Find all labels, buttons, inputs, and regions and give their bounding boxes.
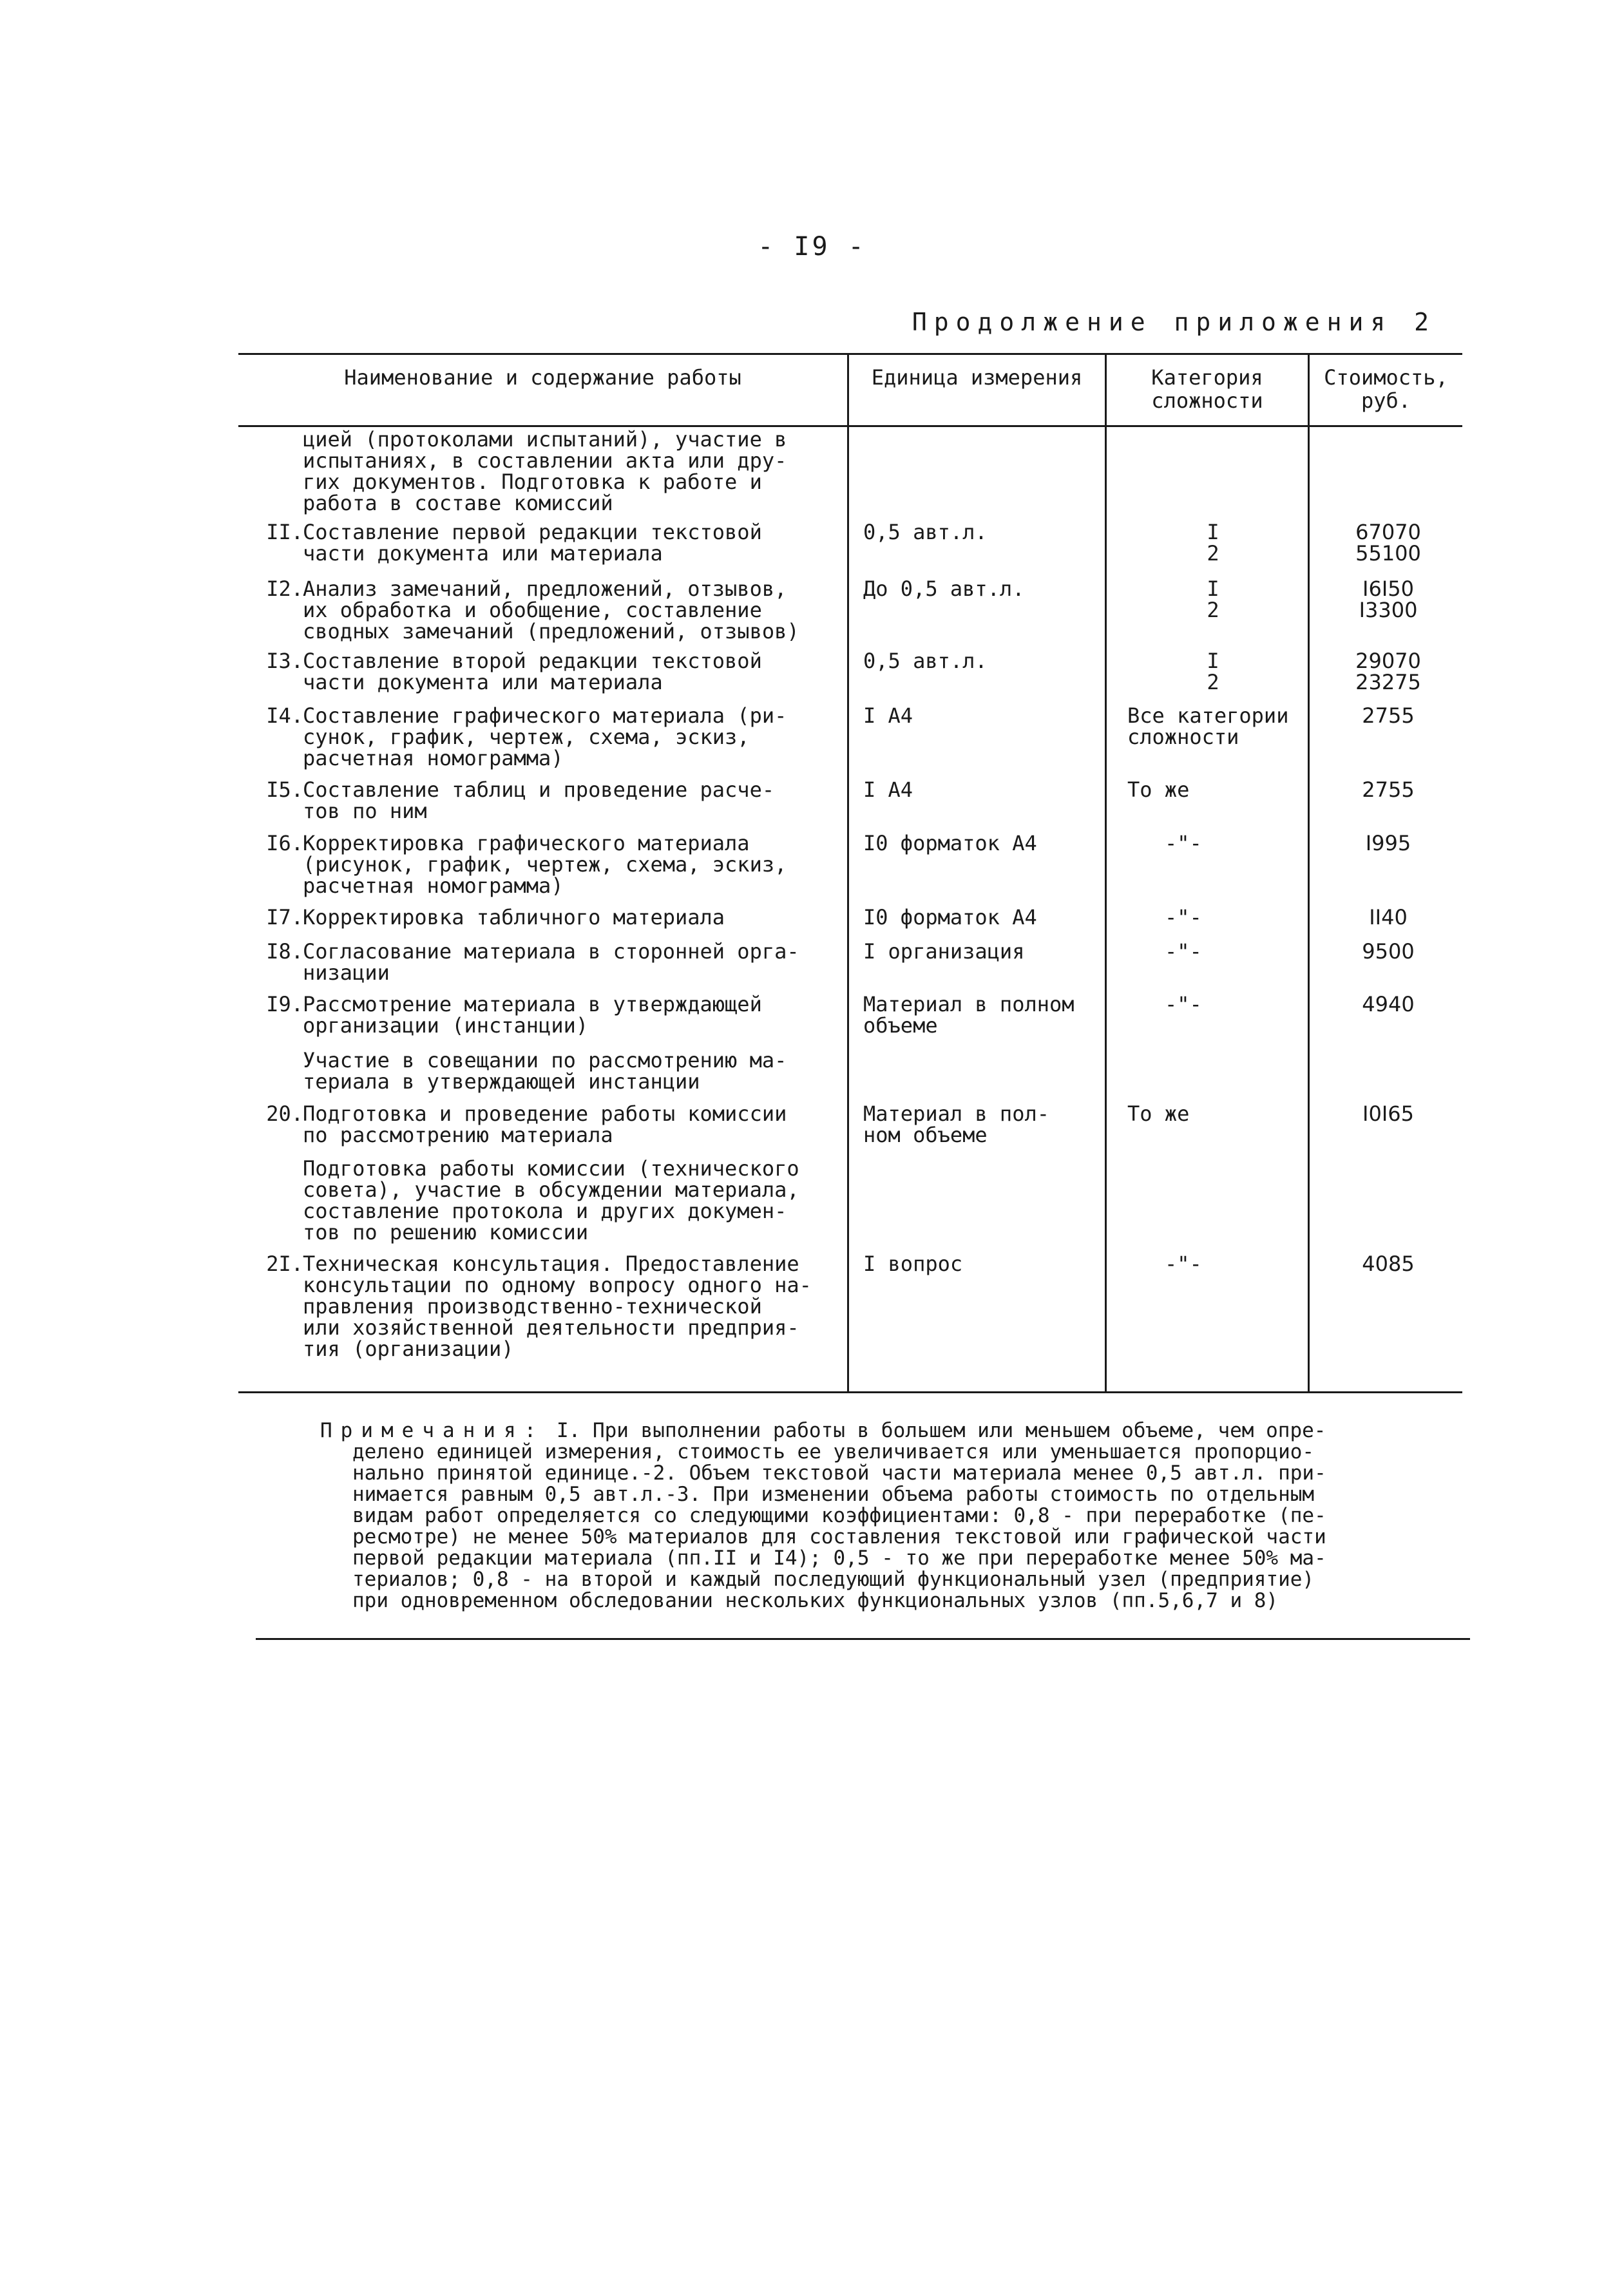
row-number: 2I. <box>266 1252 303 1276</box>
row-number: I5. <box>266 777 303 802</box>
notes-line: нально принятой единице.-2. Объем текстовой части материала менее 0,5 авт.л. при- <box>352 1462 1326 1485</box>
row-cost: 9500 <box>1362 939 1415 964</box>
notes-line: видам работ определяется со следующими коэффициентами: 0,8 - при переработке (пе- <box>352 1504 1326 1527</box>
row-number: 20. <box>266 1101 303 1126</box>
row-unit: Материал в полном объеме <box>863 992 1075 1038</box>
row-name: Корректировка графического материала (рисунок, график, чертеж, схема, эскиз, расчетная номограмма) <box>303 831 787 898</box>
row-cost: II40 <box>1369 905 1408 929</box>
row-category: То же <box>1127 1101 1190 1126</box>
row-name: цией (протоколами испытаний), участие в испытаниях, в составлении акта или дру- гих документов. Подготовка к работе и работа в составе комиссий <box>303 427 787 515</box>
row-cost: 4085 <box>1362 1252 1415 1276</box>
header-name: Наименование и содержание работы <box>344 365 741 390</box>
row-number: I4. <box>266 703 303 728</box>
notes-line: при одновременном обследовании нескольких функциональных узлов (пп.5,6,7 и 8) <box>352 1589 1279 1612</box>
row-unit: I А4 <box>863 703 913 728</box>
header-category: Категория сложности <box>1151 365 1263 413</box>
row-unit: I вопрос <box>863 1252 963 1276</box>
notes-line: делено единицей измерения, стоимость ее увеличивается или уменьшается пропорцио- <box>352 1440 1315 1463</box>
row-unit: Материал в пол- ном объеме <box>863 1101 1049 1147</box>
row-category: I 2 <box>1207 520 1219 566</box>
header-unit: Единица измерения <box>871 365 1083 390</box>
table-top-rule <box>238 353 1462 355</box>
notes-line: териалов; 0,8 - на второй и каждый последующий функциональный узел (предприятие) <box>352 1568 1315 1591</box>
row-cost: 67070 55100 <box>1355 520 1421 566</box>
notes-bottom-rule <box>256 1638 1470 1640</box>
row-number: I8. <box>266 939 303 964</box>
table-bottom-rule <box>238 1391 1462 1393</box>
row-category: -"- <box>1165 992 1202 1016</box>
row-name: Анализ замечаний, предложений, отзывов, их обработка и обобщение, составление сводных замечаний (предложений, отзывов) <box>303 576 799 643</box>
row-unit: I организация <box>863 939 1025 964</box>
notes-line: нимается равным 0,5 авт.л.-3. При изменении объема работы стоимость по отдельным <box>352 1483 1315 1506</box>
row-cost: 29070 23275 <box>1355 649 1421 694</box>
row-name: Техническая консультация. Предоставление консультации по одному вопросу одного на- правления производственно-технической или хозяйственной деятельности предприя- тия (организации) <box>303 1252 812 1361</box>
row-name: Подготовка и проведение работы комиссии по рассмотрению материала <box>303 1101 787 1147</box>
row-category: -"- <box>1165 1252 1202 1276</box>
row-unit: 0,5 авт.л. <box>863 520 988 544</box>
notes-line: ресмотре) не менее 50% материалов для составления текстовой или графической части <box>352 1525 1326 1548</box>
table-col-divider-3 <box>1308 353 1310 1391</box>
row-category: Все категории сложности <box>1127 703 1289 749</box>
row-number: I9. <box>266 992 303 1016</box>
row-category: -"- <box>1165 939 1202 964</box>
row-name: Согласование материала в сторонней орга- низации <box>303 939 799 985</box>
row-name: Рассмотрение материала в утверждающей организации (инстанции) <box>303 992 762 1038</box>
row-category: I 2 <box>1207 576 1219 622</box>
row-name: Составление первой редакции текстовой части документа или материала <box>303 520 762 566</box>
row-number: II. <box>266 520 303 544</box>
row-number: I3. <box>266 649 303 673</box>
row-unit: I0 форматок А4 <box>863 831 1037 855</box>
row-name: Корректировка табличного материала <box>303 905 725 929</box>
row-unit: 0,5 авт.л. <box>863 649 988 673</box>
notes-first-line <box>320 1420 1480 1442</box>
row-category: -"- <box>1165 905 1202 929</box>
table-col-divider-2 <box>1105 353 1107 1391</box>
row-number: I6. <box>266 831 303 855</box>
notes-line: I. При выполнении работы в большем или меньшем объеме, чем опре- <box>556 1419 1326 1442</box>
page-number: - I9 - <box>758 232 866 262</box>
row-category: -"- <box>1165 831 1202 855</box>
row-cost: I0I65 <box>1362 1101 1414 1126</box>
row-cost: 4940 <box>1362 992 1415 1016</box>
row-unit: До 0,5 авт.л. <box>863 576 1025 601</box>
notes <box>320 1420 1480 1612</box>
row-unit: I А4 <box>863 777 913 802</box>
row-name: Составление графического материала (ри- сунок, график, чертеж, схема, эскиз, расчетная номограмма) <box>303 703 787 770</box>
row-category: То же <box>1127 777 1190 802</box>
row-category: I 2 <box>1207 649 1219 694</box>
row-name: Составление таблиц и проведение расче- тов по ним <box>303 777 775 823</box>
row-cost: I6I50 I3300 <box>1359 576 1418 622</box>
row-number: I7. <box>266 905 303 929</box>
row-name: Участие в совещании по рассмотрению ма- териала в утверждающей инстанции <box>303 1048 787 1094</box>
row-name: Составление второй редакции текстовой части документа или материала <box>303 649 762 694</box>
header-cost: Стоимость, руб. <box>1324 365 1448 413</box>
continuation-heading: Продолжение приложения 2 <box>912 308 1436 336</box>
row-unit: I0 форматок А4 <box>863 905 1037 929</box>
notes-label: Примечания: <box>320 1419 545 1442</box>
notes-line: первой редакции материала (пп.II и I4); 0,5 - то же при переработке менее 50% ма- <box>352 1547 1326 1570</box>
price-table <box>238 353 1462 1393</box>
row-name: Подготовка работы комиссии (технического совета), участие в обсуждении материала, составление протокола и других докумен- тов по решению комиссии <box>303 1156 799 1244</box>
row-cost: 2755 <box>1362 777 1415 802</box>
row-number: I2. <box>266 576 303 601</box>
row-cost: I995 <box>1365 831 1411 855</box>
row-cost: 2755 <box>1362 703 1415 728</box>
